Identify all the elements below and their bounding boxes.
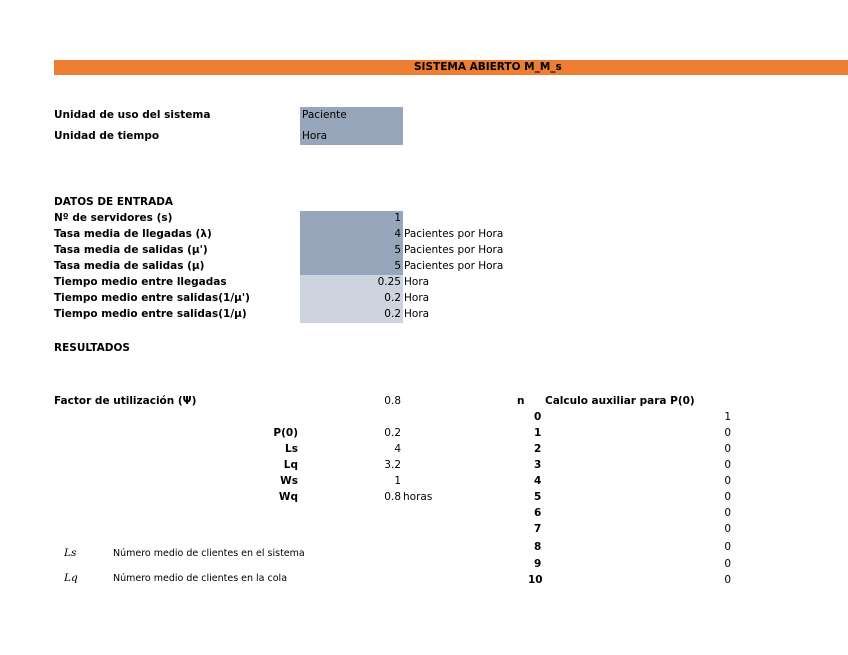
aux-v-6: 0 (724, 507, 731, 519)
legend-text-lq: Número medio de clientes en la cola (113, 573, 288, 584)
aux-n-9: 9 (534, 558, 542, 570)
aux-n-0: 0 (534, 411, 542, 423)
metric-value-p0: 0.2 (384, 427, 401, 439)
aux-v-3: 0 (724, 459, 731, 471)
input-unit-service-time-prime: Hora (404, 292, 430, 304)
metric-label-lq: Lq (283, 459, 298, 471)
aux-n-5: 5 (534, 491, 542, 503)
input-label-servers: Nº de servidores (s) (54, 212, 173, 224)
metric-label-ls: Ls (285, 443, 298, 455)
input-value-service-time[interactable]: 0.2 (384, 308, 401, 320)
input-value-service-time-prime[interactable]: 0.2 (384, 292, 401, 304)
metric-value-wq: 0.8 (384, 491, 401, 503)
input-value-interarrival[interactable]: 0.25 (377, 276, 401, 288)
unit-label-usage: Unidad de uso del sistema (54, 109, 211, 121)
results-header: RESULTADOS (54, 342, 130, 354)
input-label-service-rate-prime: Tasa media de salidas (μ') (54, 244, 208, 256)
input-label-interarrival: Tiempo medio entre llegadas (54, 276, 227, 288)
metric-label-p0: P(0) (273, 427, 298, 439)
metric-label-ws: Ws (280, 475, 298, 487)
input-unit-arrival-rate: Pacientes por Hora (404, 228, 504, 240)
aux-v-10: 0 (724, 574, 731, 586)
aux-v-9: 0 (724, 558, 731, 570)
sheet-title: SISTEMA ABIERTO M_M_s (414, 61, 562, 73)
legend-symbol-lq: Lq (64, 572, 78, 584)
aux-header: Calculo auxiliar para P(0) (545, 395, 695, 407)
aux-n-2: 2 (534, 443, 542, 455)
metric-value-lq: 3.2 (384, 459, 401, 471)
aux-n-3: 3 (534, 459, 542, 471)
legend-symbol-ls: Ls (64, 547, 77, 559)
input-unit-service-rate: Pacientes por Hora (404, 260, 504, 272)
aux-n-7: 7 (534, 523, 542, 535)
input-unit-interarrival: Hora (404, 276, 430, 288)
input-header: DATOS DE ENTRADA (54, 196, 174, 208)
aux-n-6: 6 (534, 507, 542, 519)
input-label-service-rate: Tasa media de salidas (μ) (54, 260, 205, 272)
aux-v-7: 0 (724, 523, 731, 535)
metric-label-wq: Wq (278, 491, 298, 503)
aux-v-4: 0 (724, 475, 731, 487)
unit-label-time: Unidad de tiempo (54, 130, 160, 142)
input-label-service-time-prime: Tiempo medio entre salidas(1/μ') (54, 292, 250, 304)
input-value-servers[interactable]: 1 (394, 212, 401, 224)
aux-v-2: 0 (724, 443, 731, 455)
utilization-label: Factor de utilización (Ψ) (54, 395, 197, 407)
input-label-service-time: Tiempo medio entre salidas(1/μ) (54, 308, 247, 320)
unit-value-time[interactable]: Hora (302, 130, 328, 142)
legend-text-ls: Número medio de clientes en el sistema (113, 548, 305, 559)
aux-v-8: 0 (724, 541, 731, 553)
aux-n-header: n (517, 395, 525, 407)
input-value-arrival-rate[interactable]: 4 (394, 228, 401, 240)
aux-n-8: 8 (534, 541, 542, 553)
metric-value-ls: 4 (394, 443, 401, 455)
aux-v-5: 0 (724, 491, 731, 503)
input-label-arrival-rate: Tasa media de llegadas (λ) (54, 228, 212, 240)
metric-value-ws: 1 (394, 475, 401, 487)
unit-value-usage[interactable]: Paciente (302, 109, 347, 121)
metric-unit-wq: horas (403, 491, 433, 503)
utilization-value: 0.8 (384, 395, 401, 407)
aux-n-4: 4 (534, 475, 542, 487)
input-unit-service-time: Hora (404, 308, 430, 320)
input-value-service-rate-prime[interactable]: 5 (394, 244, 401, 256)
input-value-service-rate[interactable]: 5 (394, 260, 401, 272)
input-unit-service-rate-prime: Pacientes por Hora (404, 244, 504, 256)
aux-n-1: 1 (534, 427, 542, 439)
aux-n-10: 10 (528, 574, 543, 586)
aux-v-1: 0 (724, 427, 731, 439)
aux-v-0: 1 (724, 411, 731, 423)
title-bar (54, 60, 848, 75)
